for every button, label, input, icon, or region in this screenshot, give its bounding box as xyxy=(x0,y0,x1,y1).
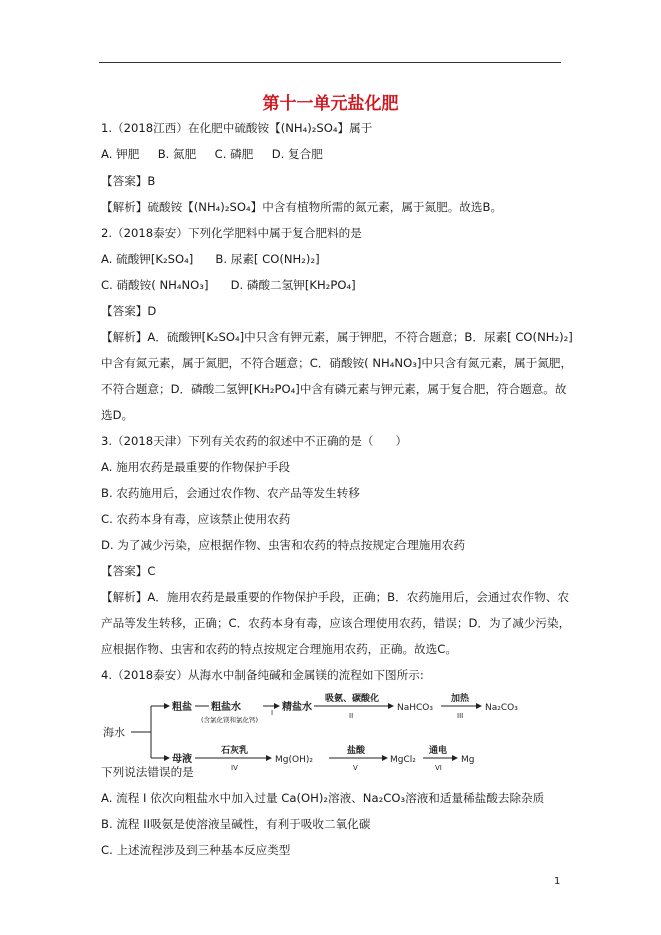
q2-analysis-line-2: 中含有氮元素，属于氮肥，不符合题意；C．硝酸铵( NH₄NO₃]中只含有氮元素，属于氮肥， xyxy=(101,356,573,370)
flow-diagram xyxy=(101,690,546,775)
q1-analysis: 【解析】硫酸铵【(NH₄)₂SO₄】中含有植物所需的氮元素，属于氮肥。故选B。 xyxy=(101,200,503,214)
q3-option-d: D. 为了减少污染，应根据作物、虫害和农药的特点按规定合理施用农药 xyxy=(101,538,466,552)
mother-liquor-label: 母液 xyxy=(172,754,192,765)
step-2-label: II xyxy=(349,712,354,720)
q3-analysis-line-2: 产品等发生转移，正确；C．农药本身有毒，应该合理使用农药，错误；D．为了减少污染， xyxy=(101,616,571,630)
header-rule xyxy=(99,62,561,63)
q3-option-b: B. 农药施用后，会通过农作物、农产品等发生转移 xyxy=(101,486,360,500)
mgcl2-label: MgCl₂ xyxy=(390,755,416,765)
step-3-label: III xyxy=(457,712,464,720)
q3-analysis-line-3: 应根据作物、虫害和农药的特点按规定合理施用农药，正确。故选C。 xyxy=(101,642,457,656)
crude-brine-label: 粗盐水 xyxy=(211,702,241,713)
q3-analysis-line-1: 【解析】A．施用农药是最重要的作物保护手段，正确；B．农药施用后，会通过农作物、农 xyxy=(101,590,570,604)
q2-analysis-line-1: 【解析】A．硫酸钾[K₂SO₄]中只含有钾元素，属于钾肥，不符合题意；B．尿素[ CO(NH₂)₂] xyxy=(101,330,573,344)
hydrochloric-acid-label: 盐酸 xyxy=(347,746,366,756)
q4-option-a: A. 流程 I 依次向粗盐水中加入过量 Ca(OH)₂溶液、Na₂CO₃溶液和适量稀盐酸去除杂质 xyxy=(101,791,545,805)
q1-options: A. 钾肥 B. 氮肥 C. 磷肥 D. 复合肥 xyxy=(101,147,323,161)
q2-analysis-line-4: 选D。 xyxy=(101,408,134,422)
q4-prompt: 下列说法错误的是 xyxy=(101,765,194,779)
q3-option-a: A. 施用农药是最重要的作物保护手段 xyxy=(101,460,291,474)
step-1-label: I xyxy=(271,709,274,717)
q3-answer: 【答案】C xyxy=(101,564,156,578)
step-6-label: VI xyxy=(435,764,442,772)
page-number: 1 xyxy=(554,876,561,887)
na2co3-label: Na₂CO₃ xyxy=(485,703,518,713)
ammonia-carbonation-label: 吸氨、碳酸化 xyxy=(325,694,380,704)
step-4-label: IV xyxy=(231,764,238,772)
page-title: 第十一单元盐化肥 xyxy=(262,94,399,114)
q2-stem: 2.（2018泰安）下列化学肥料中属于复合肥料的是 xyxy=(101,226,362,240)
mgoh2-label: Mg(OH)₂ xyxy=(275,755,313,765)
step-5-label: V xyxy=(353,764,358,772)
q4-stem: 4.（2018泰安）从海水中制备纯碱和金属镁的流程如下图所示: xyxy=(101,668,424,682)
seawater-label: 海水 xyxy=(103,726,125,739)
q1-answer: 【答案】B xyxy=(101,174,156,188)
q2-analysis-line-3: 不符合题意；D．磷酸二氢钾[KH₂PO₄]中含有磷元素与钾元素，属于复合肥，符合题意。故 xyxy=(101,382,567,396)
q4-option-c: C. 上述流程涉及到三种基本反应类型 xyxy=(101,843,291,857)
q3-stem: 3.（2018天津）下列有关农药的叙述中不正确的是（ ） xyxy=(101,434,408,448)
lime-milk-label: 石灰乳 xyxy=(221,746,249,756)
heat-label: 加热 xyxy=(451,694,470,704)
q2-options-cd: C. 硝酸铵( NH₄NO₃] D. 磷酸二氢钾[KH₂PO₄] xyxy=(101,278,356,292)
mg-label: Mg xyxy=(461,755,475,765)
nahco3-label: NaHCO₃ xyxy=(397,703,433,713)
q2-answer: 【答案】D xyxy=(101,304,157,318)
q2-options-ab: A. 硫酸钾[K₂SO₄] B. 尿素[ CO(NH₂)₂] xyxy=(101,252,320,266)
refined-brine-label: 精盐水 xyxy=(282,702,312,713)
q1-stem: 1.（2018江西）在化肥中硫酸铵【(NH₄)₂SO₄】属于 xyxy=(101,121,373,135)
q3-option-c: C. 农药本身有毒，应该禁止使用农药 xyxy=(101,512,291,526)
crude-salt-label: 粗盐 xyxy=(172,702,192,713)
impurity-note: (含氯化镁和氯化钙) xyxy=(201,716,259,724)
q4-option-b: B. 流程 II吸氨是使溶液呈碱性，有利于吸收二氧化碳 xyxy=(101,817,371,831)
electricity-label: 通电 xyxy=(429,746,448,756)
